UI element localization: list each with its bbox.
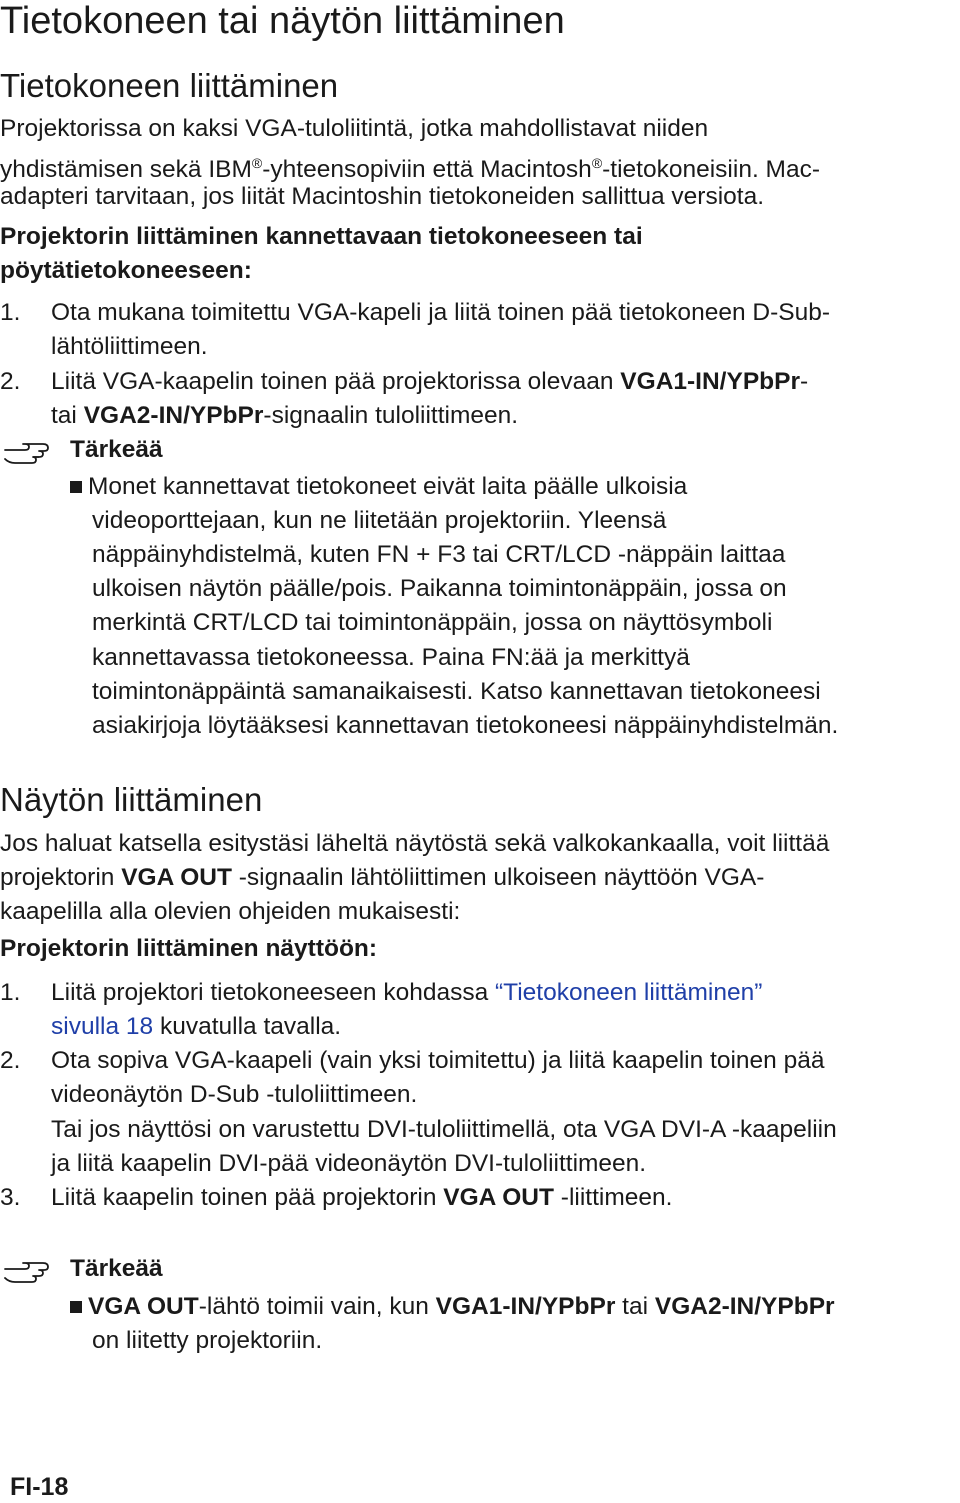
step-number: 2.	[0, 368, 21, 395]
step3-text: -liittimeen.	[553, 1184, 673, 1211]
section-heading-computer: Tietokoneen liittäminen	[0, 67, 339, 104]
intro-text-c: -tietokoneisiin. Mac-	[602, 156, 820, 184]
note-line: ulkoisen näytön päälle/pois. Paikanna toimintonäppäin, jossa on	[92, 575, 787, 602]
note-title: Tärkeää	[70, 436, 163, 463]
port-label-vga1: VGA1-IN/YPbPr	[435, 1293, 616, 1320]
note-line: asiakirjoja löytääksesi kannettavan tietokoneesi näppäinyhdistelmän.	[92, 712, 839, 739]
step-number: 1.	[0, 979, 21, 1006]
intro-line-3: kaapelilla alla olevien ohjeiden mukaisesti:	[0, 898, 461, 925]
intro-line-2	[0, 861, 764, 895]
subheading-line-2: pöytätietokoneeseen:	[0, 257, 252, 284]
step1-line-1	[51, 976, 762, 1010]
page-title: Tietokoneen tai näytön liittäminen	[0, 0, 565, 42]
step-number: 1.	[0, 299, 21, 326]
registered-mark: ®	[251, 155, 263, 171]
subheading: Projektorin liittäminen näyttöön:	[0, 935, 378, 962]
note-line: videoporttejaan, kun ne liitetään projektoriin. Yleensä	[92, 507, 667, 534]
step2-line-1: Ota sopiva VGA-kaapeli (vain yksi toimitettu) ja liitä kaapelin toinen pää	[51, 1047, 825, 1074]
step1-line-2	[51, 1010, 341, 1044]
port-label-vga-out: VGA OUT	[121, 864, 232, 891]
step-number: 2.	[0, 1047, 21, 1074]
note-line: näppäinyhdistelmä, kuten FN + F3 tai CRT/LCD -näppäin laittaa	[92, 541, 786, 568]
step3-line	[51, 1181, 672, 1215]
note-line: toimintonäppäintä samanaikaisesti. Katso kannettavan tietokoneesi	[92, 678, 821, 705]
square-bullet-icon	[70, 1301, 82, 1313]
page-number: FI-18	[10, 1473, 69, 1501]
intro-line-1: Projektorissa on kaksi VGA-tuloliitintä, jotka mahdollistavat niiden	[0, 115, 709, 142]
step2-dash: -	[800, 368, 809, 395]
step2-line-1	[51, 365, 808, 399]
intro-line-3: adapteri tarvitaan, jos liität Macintoshin tietokoneiden sallittua versiota.	[0, 183, 764, 210]
note-text: tai	[615, 1293, 655, 1320]
port-label-vga1: VGA1-IN/YPbPr	[620, 368, 801, 395]
intro-line-1: Jos haluat katsella esitystäsi läheltä näytöstä sekä valkokankaalla, voit liittää	[0, 830, 830, 857]
note-text: -lähtö toimii vain, kun	[198, 1293, 436, 1320]
step3-text: Liitä kaapelin toinen pää projektorin	[51, 1184, 444, 1211]
step2-text: -signaalin tuloliittimeen.	[263, 402, 519, 429]
port-label-vga2: VGA2-IN/YPbPr	[654, 1293, 835, 1320]
cross-reference-link[interactable]: “Tietokoneen liittäminen”	[495, 979, 763, 1006]
step-number: 3.	[0, 1184, 21, 1211]
square-bullet-icon	[70, 481, 82, 493]
step2-text: tai	[51, 402, 84, 429]
step1-text: Liitä projektori tietokoneeseen kohdassa	[51, 979, 496, 1006]
step1-text: kuvatulla tavalla.	[153, 1013, 342, 1040]
port-label-vga-out: VGA OUT	[443, 1184, 554, 1211]
section-heading-monitor: Näytön liittäminen	[0, 781, 263, 818]
pointing-hand-icon	[3, 1255, 53, 1285]
note-text: Monet kannettavat tietokoneet eivät laita päälle ulkoisia	[88, 473, 688, 500]
note-bullet-line	[70, 470, 687, 504]
subheading-line-1: Projektorin liittäminen kannettavaan tietokoneeseen tai	[0, 223, 643, 250]
note-line: merkintä CRT/LCD tai toimintonäppäin, jossa on näyttösymboli	[92, 609, 773, 636]
port-label-vga2: VGA2-IN/YPbPr	[83, 402, 264, 429]
step2-line-2: videonäytön D-Sub -tuloliittimeen.	[51, 1081, 418, 1108]
intro-text: projektorin	[0, 864, 122, 891]
page-reference-link[interactable]: sivulla 18	[51, 1013, 154, 1040]
step1-line-2: lähtöliittimeen.	[51, 333, 208, 360]
registered-mark: ®	[591, 155, 603, 171]
pointing-hand-icon	[3, 436, 53, 466]
note-title: Tärkeää	[70, 1255, 163, 1282]
step2-line-2	[51, 399, 518, 433]
note-line: kannettavassa tietokoneessa. Paina FN:ää ja merkittyä	[92, 644, 690, 671]
step2-line-4: ja liitä kaapelin DVI-pää videonäytön DVI-tuloliittimeen.	[51, 1150, 647, 1177]
step1-line-1: Ota mukana toimitettu VGA-kapeli ja liitä toinen pää tietokoneen D-Sub-	[51, 299, 830, 326]
note-line: on liitetty projektoriin.	[92, 1327, 323, 1354]
port-label-vga-out: VGA OUT	[88, 1293, 199, 1320]
intro-text-a: yhdistämisen sekä IBM	[0, 156, 252, 184]
step2-text: Liitä VGA-kaapelin toinen pää projektorissa olevaan	[51, 368, 621, 395]
note-bullet-line	[70, 1290, 835, 1324]
intro-text: -signaalin lähtöliittimen ulkoiseen näyttöön VGA-	[231, 864, 765, 891]
step2-line-3: Tai jos näyttösi on varustettu DVI-tuloliittimellä, ota VGA DVI-A -kaapeliin	[51, 1116, 837, 1143]
intro-text-b: -yhteensopiviin että Macintosh	[262, 156, 592, 184]
